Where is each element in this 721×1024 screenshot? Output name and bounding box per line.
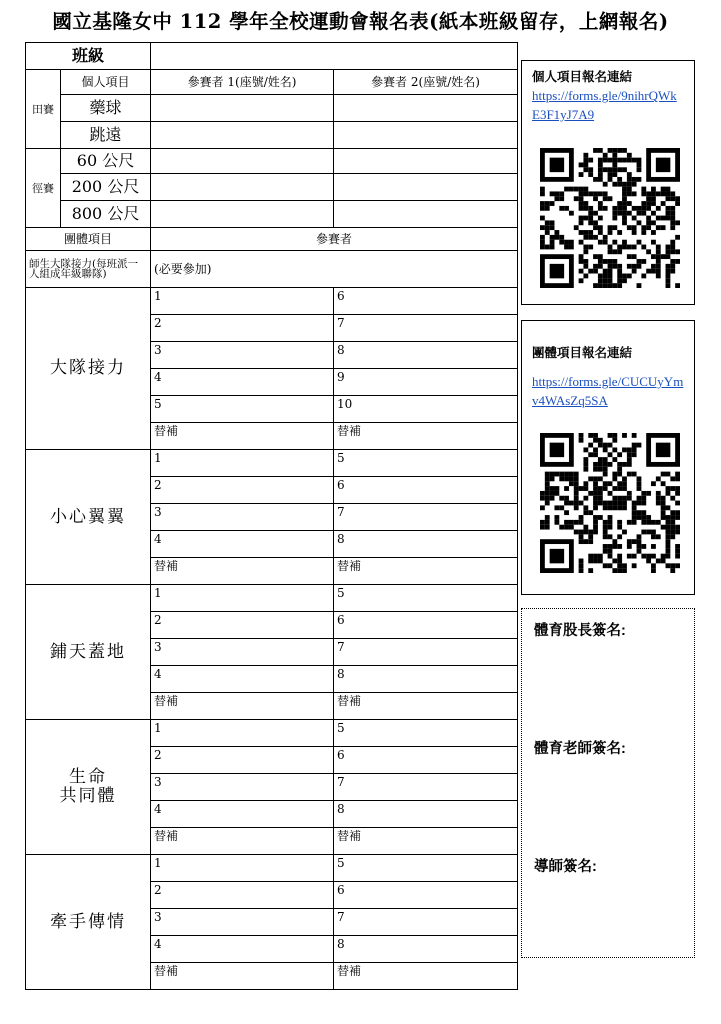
event-medicine-ball: 藥球 [61, 95, 151, 122]
team-entry-slot[interactable]: 替補 [334, 558, 518, 585]
team-entry-slot[interactable]: 8 [334, 936, 518, 963]
team-entry-slot[interactable]: 5 [334, 855, 518, 882]
team-entry-slot[interactable]: 4 [151, 936, 334, 963]
team-entry-slot[interactable]: 3 [151, 909, 334, 936]
team-entry-slot[interactable]: 10 [334, 396, 518, 423]
team-entry-slot[interactable]: 7 [334, 774, 518, 801]
participant1-header: 參賽者 1(座號/姓名) [151, 70, 334, 95]
entry-cell[interactable] [151, 149, 334, 174]
team-event-name: 牽手傳情 [26, 855, 151, 990]
event-200m: 200 公尺 [61, 174, 151, 201]
team-entry-slot[interactable]: 2 [151, 477, 334, 504]
team-entry-slot[interactable]: 8 [334, 801, 518, 828]
team-entry-slot[interactable]: 替補 [334, 423, 518, 450]
team-entry-slot[interactable]: 1 [151, 855, 334, 882]
class-field[interactable] [151, 43, 518, 70]
qr-code-icon [540, 433, 680, 573]
team-entry-slot[interactable]: 8 [334, 531, 518, 558]
entry-cell[interactable] [334, 149, 518, 174]
event-long-jump: 跳遠 [61, 122, 151, 149]
team-entry-slot[interactable]: 6 [334, 882, 518, 909]
team-entry-slot[interactable]: 替補 [151, 423, 334, 450]
team-entry-slot[interactable]: 4 [151, 666, 334, 693]
team-entry-slot[interactable]: 4 [151, 369, 334, 396]
signature-box [521, 608, 695, 958]
team-event-name: 小心翼翼 [26, 450, 151, 585]
team-entry-slot[interactable]: 5 [334, 720, 518, 747]
team-items-header: 團體項目 [26, 228, 151, 251]
team-entry-slot[interactable]: 8 [334, 666, 518, 693]
team-entry-slot[interactable]: 7 [334, 504, 518, 531]
team-entry-slot[interactable]: 6 [334, 477, 518, 504]
team-entry-slot[interactable]: 1 [151, 720, 334, 747]
team-entry-slot[interactable]: 1 [151, 585, 334, 612]
pe-teacher-signature[interactable]: 體育老師簽名: [534, 741, 626, 757]
team-entry-slot[interactable]: 替補 [151, 693, 334, 720]
page-title: 國立基隆女中 112 學年全校運動會報名表(紙本班級留存，上網報名) [52, 10, 669, 33]
individual-link-heading: 個人項目報名連結 [532, 70, 633, 84]
team-link-heading: 團體項目報名連結 [532, 346, 633, 360]
team-entry-slot[interactable]: 6 [334, 288, 518, 315]
team-entry-slot[interactable]: 4 [151, 531, 334, 558]
individual-link-box [521, 60, 695, 305]
team-entry-slot[interactable]: 替補 [151, 558, 334, 585]
team-entry-slot[interactable]: 替補 [151, 963, 334, 990]
entry-cell[interactable] [151, 95, 334, 122]
team-entry-slot[interactable]: 6 [334, 612, 518, 639]
team-entry-slot[interactable]: 5 [334, 585, 518, 612]
team-entry-slot[interactable]: 2 [151, 882, 334, 909]
event-800m: 800 公尺 [61, 201, 151, 228]
entry-cell[interactable] [151, 201, 334, 228]
team-participants-header: 參賽者 [151, 228, 518, 251]
team-entry-slot[interactable]: 2 [151, 315, 334, 342]
individual-link-url[interactable]: https://forms.gle/9nihrQWkE3F1yJ7A9 [532, 88, 677, 122]
team-entry-slot[interactable]: 1 [151, 450, 334, 477]
team-entry-slot[interactable]: 7 [334, 639, 518, 666]
track-label: 徑賽 [26, 149, 61, 228]
team-entry-slot[interactable]: 4 [151, 801, 334, 828]
team-entry-slot[interactable]: 3 [151, 504, 334, 531]
team-entry-slot[interactable]: 3 [151, 342, 334, 369]
team-entry-slot[interactable]: 5 [334, 450, 518, 477]
team-entry-slot[interactable]: 7 [334, 315, 518, 342]
relay-note: (必要參加) [151, 251, 518, 288]
team-entry-slot[interactable]: 3 [151, 639, 334, 666]
team-entry-slot[interactable]: 替補 [151, 828, 334, 855]
registration-table [25, 42, 518, 990]
field-label: 田賽 [26, 70, 61, 149]
team-entry-slot[interactable]: 9 [334, 369, 518, 396]
team-event-name: 鋪天蓋地 [26, 585, 151, 720]
entry-cell[interactable] [151, 122, 334, 149]
team-entry-slot[interactable]: 2 [151, 747, 334, 774]
team-entry-slot[interactable]: 6 [334, 747, 518, 774]
individual-items-header: 個人項目 [61, 70, 151, 95]
entry-cell[interactable] [151, 174, 334, 201]
team-entry-slot[interactable]: 替補 [334, 963, 518, 990]
event-60m: 60 公尺 [61, 149, 151, 174]
entry-cell[interactable] [334, 174, 518, 201]
team-entry-slot[interactable]: 替補 [334, 693, 518, 720]
class-label: 班級 [26, 43, 151, 70]
team-entry-slot[interactable]: 3 [151, 774, 334, 801]
team-link-box [521, 320, 695, 595]
team-entry-slot[interactable]: 2 [151, 612, 334, 639]
team-entry-slot[interactable]: 8 [334, 342, 518, 369]
entry-cell[interactable] [334, 95, 518, 122]
qr-code-icon [540, 148, 680, 288]
team-event-name: 大隊接力 [26, 288, 151, 450]
sports-leader-signature[interactable]: 體育股長簽名: [534, 623, 626, 639]
teacher-student-relay-label: 師生大隊接力(每班派一人組成年級聯隊) [26, 251, 151, 288]
team-event-name: 生命 共同體 [26, 720, 151, 855]
team-entry-slot[interactable]: 5 [151, 396, 334, 423]
team-entry-slot[interactable]: 1 [151, 288, 334, 315]
team-link-url[interactable]: https://forms.gle/CUCUyYmv4WAsZq5SA [532, 374, 684, 408]
participant2-header: 參賽者 2(座號/姓名) [334, 70, 518, 95]
entry-cell[interactable] [334, 122, 518, 149]
team-entry-slot[interactable]: 7 [334, 909, 518, 936]
team-entry-slot[interactable]: 替補 [334, 828, 518, 855]
homeroom-teacher-signature[interactable]: 導師簽名: [534, 859, 597, 875]
entry-cell[interactable] [334, 201, 518, 228]
